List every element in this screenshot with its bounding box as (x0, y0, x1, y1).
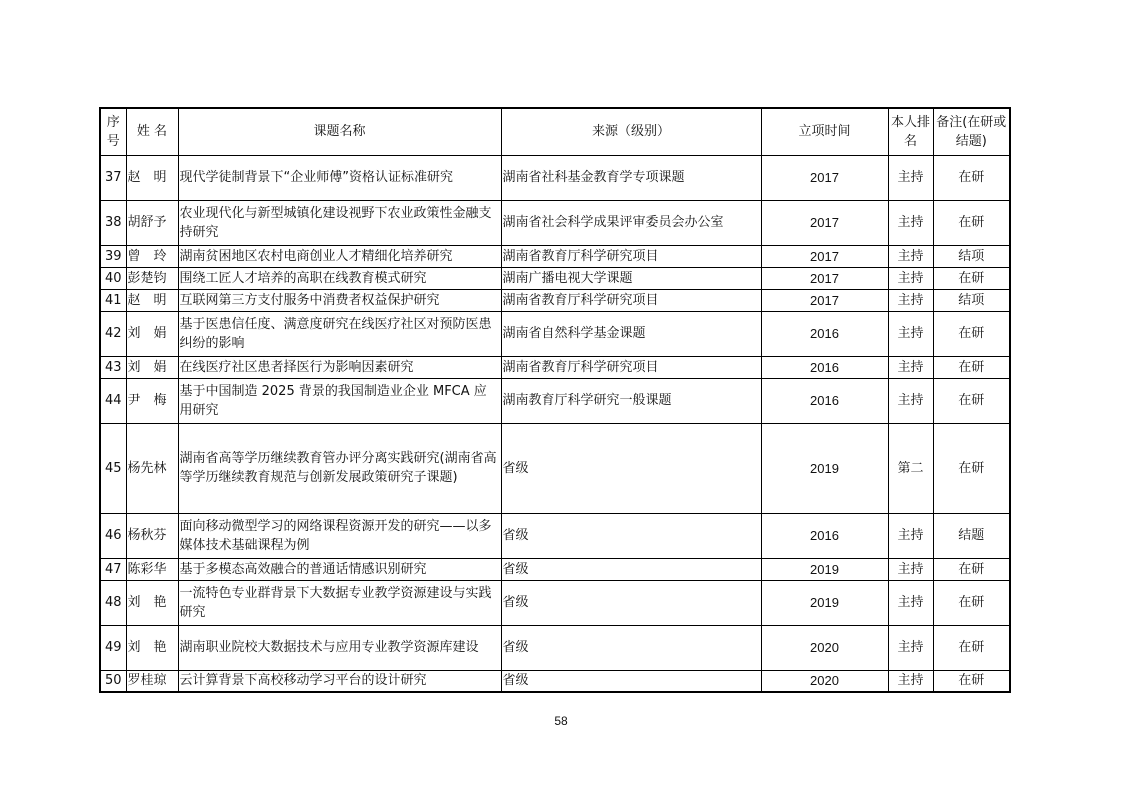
project-year: 2017 (761, 200, 888, 245)
row-number: 47 (100, 558, 126, 580)
project-remark: 在研 (933, 267, 1010, 289)
project-title: 湖南省高等学历继续教育管办评分离实践研究(湖南省高等学历继续教育规范与创新发展政策研究子课题) (178, 423, 501, 513)
person-rank: 主持 (888, 670, 933, 692)
header-name: 姓 名 (126, 108, 178, 155)
project-remark: 在研 (933, 378, 1010, 423)
project-title: 围绕工匠人才培养的高职在线教育模式研究 (178, 267, 501, 289)
person-name: 刘 艳 (126, 625, 178, 670)
person-name: 罗桂琼 (126, 670, 178, 692)
table-row (100, 378, 1010, 423)
row-number: 39 (100, 245, 126, 267)
project-title: 湖南职业院校大数据技术与应用专业教学资源库建设 (178, 625, 501, 670)
person-rank: 主持 (888, 356, 933, 378)
person-name: 刘 娟 (126, 356, 178, 378)
person-rank: 主持 (888, 289, 933, 311)
project-title: 湖南贫困地区农村电商创业人才精细化培养研究 (178, 245, 501, 267)
row-number: 41 (100, 289, 126, 311)
project-source: 省级 (501, 625, 761, 670)
project-source: 省级 (501, 558, 761, 580)
project-remark: 在研 (933, 200, 1010, 245)
person-rank: 主持 (888, 200, 933, 245)
table-header-row (100, 108, 1010, 155)
person-rank: 主持 (888, 513, 933, 558)
person-name: 陈彩华 (126, 558, 178, 580)
person-name: 曾 玲 (126, 245, 178, 267)
project-source: 湖南教育厅科学研究一般课题 (501, 378, 761, 423)
row-number: 48 (100, 580, 126, 625)
project-title: 基于中国制造 2025 背景的我国制造业企业 MFCA 应用研究 (178, 378, 501, 423)
project-year: 2016 (761, 311, 888, 356)
project-year: 2017 (761, 155, 888, 200)
table-row (100, 625, 1010, 670)
row-number: 38 (100, 200, 126, 245)
table-row (100, 670, 1010, 692)
row-number: 46 (100, 513, 126, 558)
person-rank: 主持 (888, 580, 933, 625)
project-title: 在线医疗社区患者择医行为影响因素研究 (178, 356, 501, 378)
project-year: 2016 (761, 513, 888, 558)
project-source: 湖南广播电视大学课题 (501, 267, 761, 289)
header-no: 序号 (100, 108, 126, 155)
person-name: 赵 明 (126, 289, 178, 311)
table-row (100, 311, 1010, 356)
row-number: 45 (100, 423, 126, 513)
project-remark: 在研 (933, 155, 1010, 200)
project-remark: 在研 (933, 580, 1010, 625)
project-remark: 结项 (933, 289, 1010, 311)
project-year: 2019 (761, 558, 888, 580)
project-source: 湖南省教育厅科学研究项目 (501, 245, 761, 267)
project-title: 基于医患信任度、满意度研究在线医疗社区对预防医患纠纷的影响 (178, 311, 501, 356)
project-remark: 在研 (933, 356, 1010, 378)
project-title: 云计算背景下高校移动学习平台的设计研究 (178, 670, 501, 692)
person-name: 尹 梅 (126, 378, 178, 423)
project-remark: 在研 (933, 558, 1010, 580)
person-name: 赵 明 (126, 155, 178, 200)
table-row (100, 289, 1010, 311)
row-number: 42 (100, 311, 126, 356)
person-rank: 主持 (888, 155, 933, 200)
header-source: 来源（级别） (501, 108, 761, 155)
project-source: 省级 (501, 580, 761, 625)
row-number: 40 (100, 267, 126, 289)
person-name: 杨秋芬 (126, 513, 178, 558)
project-source: 湖南省社会科学成果评审委员会办公室 (501, 200, 761, 245)
person-rank: 主持 (888, 378, 933, 423)
project-remark: 在研 (933, 625, 1010, 670)
person-rank: 主持 (888, 267, 933, 289)
header-title: 课题名称 (178, 108, 501, 155)
project-source: 湖南省自然科学基金课题 (501, 311, 761, 356)
person-rank: 第二 (888, 423, 933, 513)
table-row (100, 267, 1010, 289)
table-row (100, 200, 1010, 245)
header-rank: 本人排名 (888, 108, 933, 155)
person-name: 彭楚钧 (126, 267, 178, 289)
project-title: 基于多模态高效融合的普通话情感识别研究 (178, 558, 501, 580)
project-year: 2019 (761, 580, 888, 625)
person-name: 刘 艳 (126, 580, 178, 625)
person-rank: 主持 (888, 311, 933, 356)
project-title: 现代学徒制背景下“企业师傅”资格认证标准研究 (178, 155, 501, 200)
project-remark: 在研 (933, 311, 1010, 356)
table-row (100, 423, 1010, 513)
person-name: 刘 娟 (126, 311, 178, 356)
project-year: 2017 (761, 245, 888, 267)
project-title: 农业现代化与新型城镇化建设视野下农业政策性金融支持研究 (178, 200, 501, 245)
row-number: 49 (100, 625, 126, 670)
project-source: 湖南省教育厅科学研究项目 (501, 356, 761, 378)
table-row (100, 155, 1010, 200)
research-projects-table (99, 107, 1011, 693)
project-year: 2017 (761, 289, 888, 311)
project-year: 2020 (761, 670, 888, 692)
project-source: 省级 (501, 513, 761, 558)
project-remark: 在研 (933, 670, 1010, 692)
table-row (100, 245, 1010, 267)
project-source: 省级 (501, 670, 761, 692)
project-source: 省级 (501, 423, 761, 513)
project-title: 面向移动微型学习的网络课程资源开发的研究——以多媒体技术基础课程为例 (178, 513, 501, 558)
table-row (100, 356, 1010, 378)
project-year: 2019 (761, 423, 888, 513)
project-source: 湖南省社科基金教育学专项课题 (501, 155, 761, 200)
person-name: 杨先林 (126, 423, 178, 513)
page-number: 58 (554, 714, 568, 728)
project-remark: 结题 (933, 513, 1010, 558)
person-rank: 主持 (888, 558, 933, 580)
row-number: 43 (100, 356, 126, 378)
project-title: 互联网第三方支付服务中消费者权益保护研究 (178, 289, 501, 311)
person-rank: 主持 (888, 245, 933, 267)
project-source: 湖南省教育厅科学研究项目 (501, 289, 761, 311)
header-remark: 备注(在研或结题) (933, 108, 1010, 155)
person-rank: 主持 (888, 625, 933, 670)
table-row (100, 513, 1010, 558)
project-year: 2016 (761, 378, 888, 423)
header-year: 立项时间 (761, 108, 888, 155)
table-row (100, 558, 1010, 580)
project-title: 一流特色专业群背景下大数据专业教学资源建设与实践研究 (178, 580, 501, 625)
row-number: 44 (100, 378, 126, 423)
row-number: 50 (100, 670, 126, 692)
table-row (100, 580, 1010, 625)
project-year: 2017 (761, 267, 888, 289)
row-number: 37 (100, 155, 126, 200)
project-year: 2020 (761, 625, 888, 670)
project-remark: 在研 (933, 423, 1010, 513)
person-name: 胡舒予 (126, 200, 178, 245)
project-remark: 结项 (933, 245, 1010, 267)
project-year: 2016 (761, 356, 888, 378)
